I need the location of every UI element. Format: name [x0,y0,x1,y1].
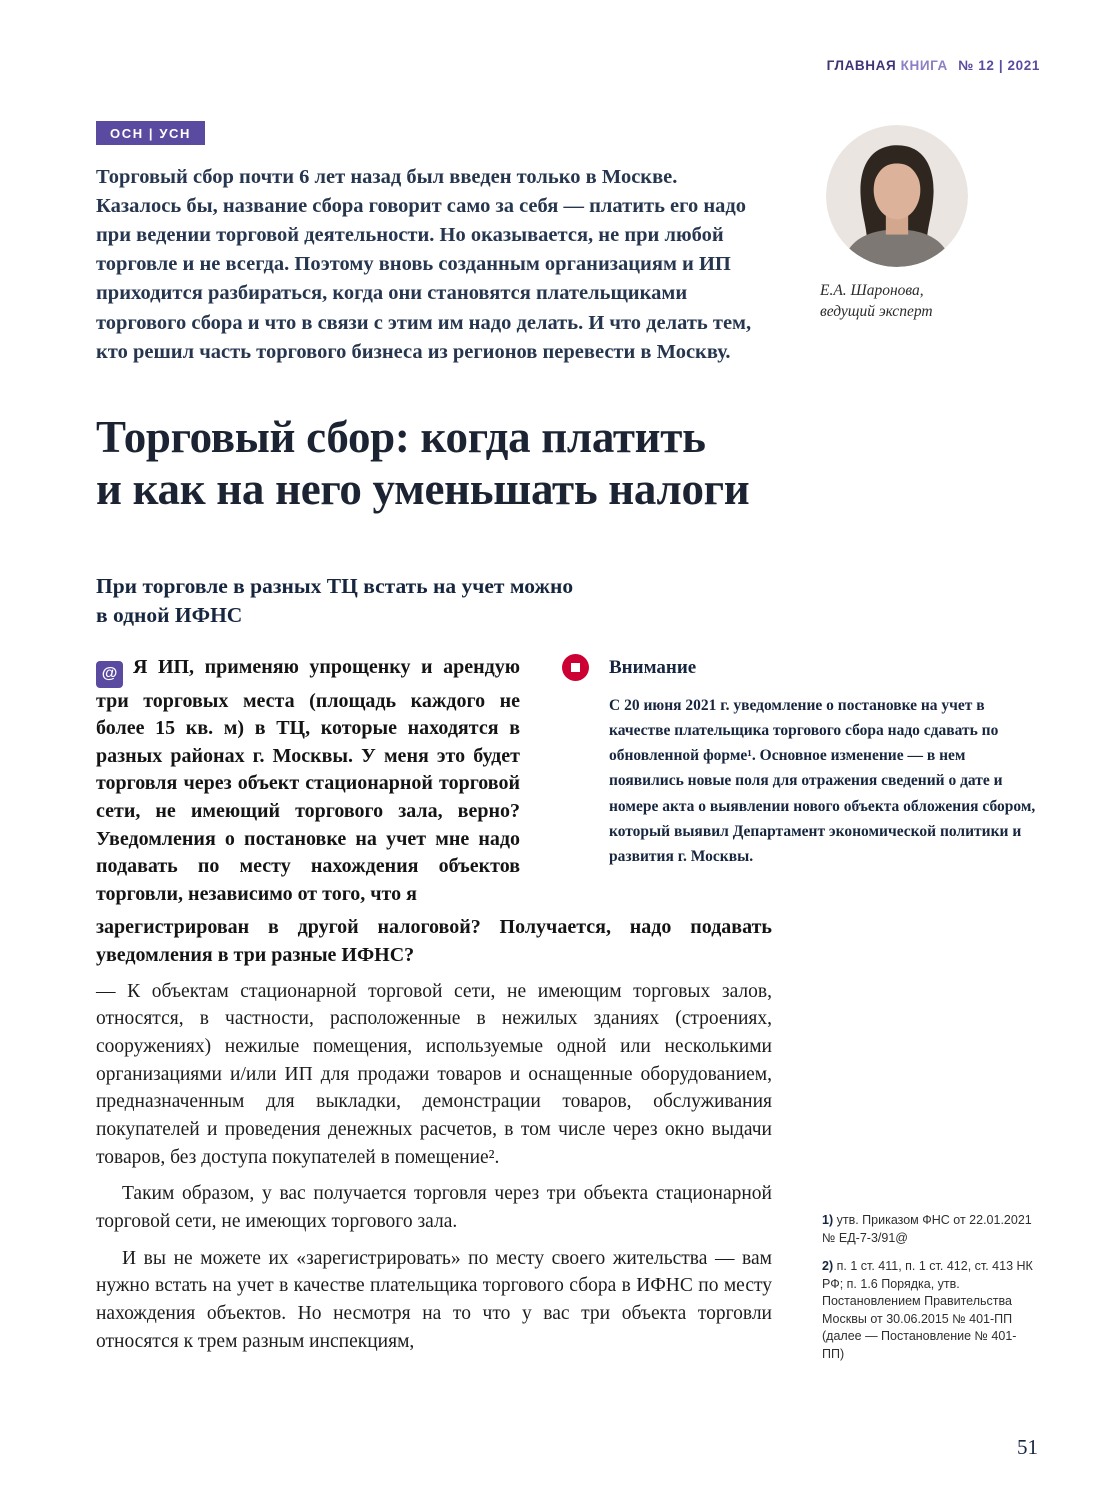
footnote-1-text: утв. Приказом ФНС от 22.01.2021 № ЕД-7-3/91@ [822,1213,1032,1245]
magazine-title-part2: КНИГА [900,58,948,73]
headline-line-1: Торговый сбор: когда платить [96,411,706,462]
attention-header [562,654,1040,681]
answer-paragraph-2: Таким образом, у вас получается торговля через три объекта стационарной торговой сети, не имеющих торгового зала. [96,1183,772,1233]
attention-title: Внимание [609,656,697,678]
author-role: ведущий эксперт [820,302,933,320]
question-text-part2: зарегистрирован в другой налоговой? Получается, надо подавать уведомления в три разные ИФНС? [96,916,772,966]
article-headline [96,411,1040,516]
footnote-2-marker: 2) [822,1259,834,1273]
reader-question [96,654,520,908]
section-heading-line-2: в одной ИФНС [96,603,243,628]
answer-paragraph-3: И вы не можете их «зарегистрировать» по месту своего жительства — вам нужно встать на учет в качестве плательщика торгового сбора в ИФНС по месту нахождения объектов. Но несмотря на то что у вас три объекта торговли относятся к трем разным инспекциям, [96,1247,772,1352]
footnote-2 [822,1258,1036,1363]
lead-column [96,121,762,367]
section-heading-line-1: При торговле в разных ТЦ встать на учет можно [96,574,574,599]
author-name: Е.А. Шаронова, [820,282,924,299]
author-portrait-photo [826,125,968,267]
author-caption [820,281,1030,323]
masthead [827,58,1040,73]
attention-icon [562,654,589,681]
expert-answer [96,978,772,1356]
intro-section [96,121,1040,367]
reader-question-at-icon: @ [96,661,123,688]
tax-regime-badge: ОСН | УСН [96,121,205,145]
footnote-1-marker: 1) [822,1213,834,1227]
footnote-1 [822,1212,1036,1247]
headline-line-2: и как на него уменьшать налоги [96,464,750,515]
footnote-2-text: п. 1 ст. 411, п. 1 ст. 412, ст. 413 НК РФ; п. 1.6 Порядка, утв. Постановлением Правительства Москвы от 30.06.2015 № 401-ПП (далее — Постановление № 401-ПП) [822,1259,1033,1361]
author-column [820,121,1030,367]
question-column [96,654,520,908]
attention-callout [562,654,1040,908]
question-and-callout [96,654,1040,908]
page-number: 51 [1017,1435,1038,1459]
issue-number: № 12 | 2021 [958,58,1040,73]
section-heading [96,572,1040,630]
answer-paragraph-1: — К объектам стационарной торговой сети, не имеющим торговых залов, относятся, в частности, расположенные в нежилых зданиях (строениях, сооружениях) нежилые помещения, используемые одной или несколькими организациями и/или ИП для продажи товаров и оснащенные оборудованием, предназначенным для выкладки, демонстрации товаров, обслуживания покупателей и проведения денежных расчетов, в том числе через окно выдачи товаров, без доступа покупателей в помещение². [96,980,772,1168]
question-text-part1: Я ИП, применяю упрощенку и арендую три торговых места (площадь каждого не более 15 кв. м) в ТЦ, которые находятся в разных районах г. Москвы. У меня это будет торговля через объект стационарной торговой сети, не имеющий торгового зала, верно? Уведомления о постановке на учет мне надо подавать по месту нахождения объектов торговли, независимо от того, что я [96,656,520,905]
footnotes-sidebar [822,1212,1036,1363]
magazine-title-part1: ГЛАВНАЯ [826,58,897,73]
lead-paragraph: Торговый сбор почти 6 лет назад был введен только в Москве. Казалось бы, название сбора говорит само за себя — платить его надо при ведении торговой деятельности. Но оказывается, не при любой торговле и не всегда. Поэтому вновь созданным организациям и ИП приходится разбираться, когда они становятся плательщиками торгового сбора и что в связи с этим им надо делать. И что делать тем, кто решил часть торгового бизнеса из регионов перевести в Москву. [96,166,752,363]
attention-text: С 20 июня 2021 г. уведомление о постановке на учет в качестве плательщика торгового сбора надо сдавать по обновленной форме¹. Основное изменение — в нем появились новые поля для отражения сведений о дате и номере акта о выявлении нового объекта обложения сбором, который выявил Департамент экономической политики и развития г. Москвы. [609,697,1036,865]
